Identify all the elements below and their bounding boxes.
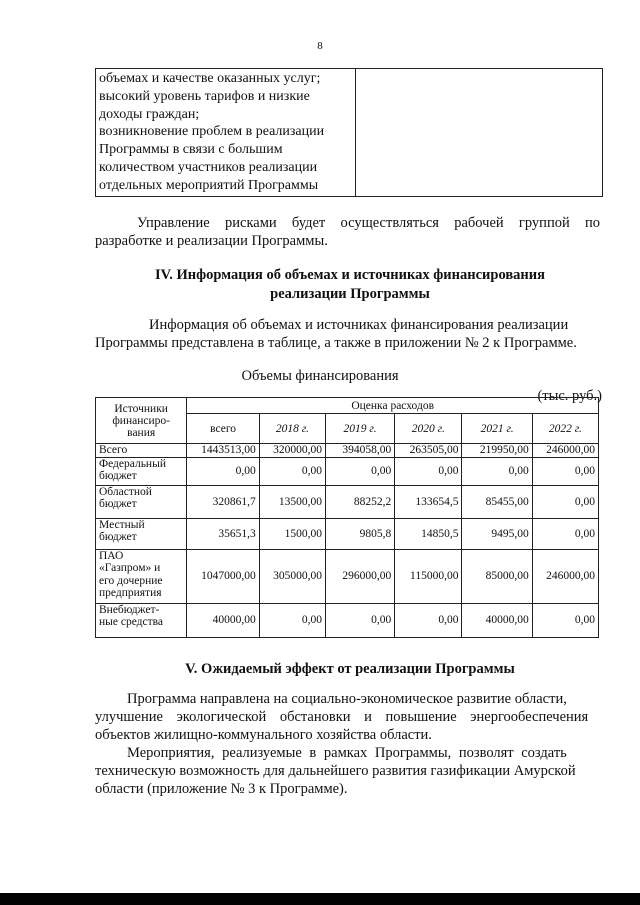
- funding-table-unit: (тыс. руб.): [537, 388, 602, 404]
- source-line: Всего: [99, 444, 128, 456]
- section-4-para-line: Программы представлена в таблице, а также в приложении № 2 к Программе.: [95, 335, 577, 351]
- page-number: 8: [317, 40, 323, 52]
- value-cell: 394058,00: [325, 444, 394, 458]
- risk-line: возникновение проблем в реализации: [99, 124, 325, 140]
- value-cell: 0,00: [325, 457, 394, 485]
- table-row: [96, 457, 599, 485]
- section-5-para2-line: техническую возможность для дальнейшего развития газификации Амурской: [95, 763, 576, 779]
- source-header: [96, 398, 187, 444]
- value-cell: 0,00: [532, 485, 598, 518]
- source-line: бюджет: [99, 531, 137, 543]
- risk-para-line: Управление рисками будет осуществляться рабочей группой по: [137, 215, 600, 231]
- value-cell: 0,00: [187, 457, 259, 485]
- risk-line: объемах и качестве оказанных услуг;: [99, 71, 321, 86]
- risk-table-right-cell: [356, 69, 603, 197]
- column-header: 2020 г.: [395, 414, 462, 444]
- source-line: «Газпром» и: [99, 562, 161, 574]
- value-cell: 246000,00: [532, 549, 598, 603]
- source-line: бюджет: [99, 498, 137, 510]
- source-line: Местный: [99, 518, 145, 531]
- funding-table-title: Объемы финансирования: [241, 368, 399, 384]
- value-cell: 320000,00: [259, 444, 325, 458]
- section-4-heading-line: реализации Программы: [270, 286, 430, 302]
- value-cell: 1443513,00: [187, 444, 259, 458]
- value-cell: 88252,2: [325, 485, 394, 518]
- source-line: ПАО: [99, 549, 124, 562]
- section-4-heading-line: IV. Информация об объемах и источниках финансирования: [155, 267, 545, 283]
- column-header: всего: [187, 414, 259, 444]
- section-5-paragraph-1: [95, 690, 600, 744]
- section-5-para1-line: объектов жилищно-коммунального хозяйства области.: [95, 727, 432, 743]
- value-cell: 13500,00: [259, 485, 325, 518]
- risk-para-line: разработке и реализации Программы.: [95, 233, 328, 249]
- source-line: предприятия: [99, 587, 162, 599]
- section-4-para-line: Информация об объемах и источниках финансирования реализации: [149, 317, 569, 333]
- risk-line: количеством участников реализации: [99, 159, 318, 175]
- source-cell: [96, 603, 187, 637]
- risk-line: высокий уровень тарифов и низкие: [99, 88, 310, 104]
- section-4-heading: [95, 266, 605, 304]
- value-cell: 0,00: [532, 457, 598, 485]
- value-cell: 296000,00: [325, 549, 394, 603]
- value-cell: 85000,00: [462, 549, 532, 603]
- source-cell: [96, 485, 187, 518]
- source-line: бюджет: [99, 470, 137, 482]
- table-row: [96, 518, 599, 549]
- value-cell: 263505,00: [395, 444, 462, 458]
- source-header-line: вания: [127, 426, 156, 439]
- risk-table-left-cell: [96, 69, 356, 197]
- source-cell: [96, 518, 187, 549]
- value-cell: 35651,3: [187, 518, 259, 549]
- value-cell: 9495,00: [462, 518, 532, 549]
- value-cell: 0,00: [462, 457, 532, 485]
- value-cell: 0,00: [532, 518, 598, 549]
- column-header: 2022 г.: [532, 414, 598, 444]
- scan-border-bottom: [0, 893, 640, 905]
- source-header-line: финансиро-: [112, 414, 170, 427]
- source-line: Областной: [99, 485, 152, 498]
- section-5-heading: V. Ожидаемый эффект от реализации Программы: [185, 661, 515, 677]
- column-header: 2021 г.: [462, 414, 532, 444]
- column-header: 2019 г.: [325, 414, 394, 444]
- value-cell: 320861,7: [187, 485, 259, 518]
- source-line: Федеральный: [99, 457, 166, 470]
- source-line: Внебюджет-: [99, 603, 160, 616]
- value-cell: 246000,00: [532, 444, 598, 458]
- value-cell: 40000,00: [187, 603, 259, 637]
- section-4-paragraph: [95, 316, 603, 352]
- value-cell: 0,00: [325, 603, 394, 637]
- value-cell: 0,00: [395, 457, 462, 485]
- risk-line: Программы в связи с большим: [99, 142, 283, 158]
- risk-table: [95, 68, 603, 197]
- value-cell: 133654,5: [395, 485, 462, 518]
- section-5-para2-line: области (приложение № 3 к Программе).: [95, 781, 348, 797]
- estimate-header: Оценка расходов: [187, 398, 599, 414]
- source-cell: [96, 549, 187, 603]
- table-row: [96, 485, 599, 518]
- section-5-para1-line: Программа направлена на социально-экономическое развитие области,: [127, 691, 567, 707]
- risk-line: отдельных мероприятий Программы: [99, 177, 319, 193]
- source-cell: [96, 444, 187, 458]
- table-row: [96, 549, 599, 603]
- value-cell: 0,00: [259, 457, 325, 485]
- column-header: 2018 г.: [259, 414, 325, 444]
- source-line: его дочерние: [99, 574, 163, 587]
- value-cell: 0,00: [259, 603, 325, 637]
- value-cell: 1500,00: [259, 518, 325, 549]
- source-line: ные средства: [99, 616, 164, 628]
- value-cell: 1047000,00: [187, 549, 259, 603]
- value-cell: 305000,00: [259, 549, 325, 603]
- source-header-line: Источники: [114, 402, 168, 415]
- value-cell: 9805,8: [325, 518, 394, 549]
- section-5-para2-line: Мероприятия, реализуемые в рамках Программы, позволят создать: [127, 745, 567, 761]
- value-cell: 40000,00: [462, 603, 532, 637]
- funding-table: [95, 397, 599, 638]
- risk-line: доходы граждан;: [99, 106, 200, 122]
- value-cell: 0,00: [395, 603, 462, 637]
- risk-management-paragraph: [95, 214, 600, 250]
- table-row: [96, 603, 599, 637]
- value-cell: 14850,5: [395, 518, 462, 549]
- value-cell: 115000,00: [395, 549, 462, 603]
- section-5-para1-line: улучшение экологической обстановки и повышение энергообеспечения: [95, 709, 589, 725]
- source-cell: [96, 457, 187, 485]
- value-cell: 219950,00: [462, 444, 532, 458]
- section-5-paragraph-2: [95, 744, 600, 798]
- value-cell: 0,00: [532, 603, 598, 637]
- value-cell: 85455,00: [462, 485, 532, 518]
- table-row: [96, 444, 599, 458]
